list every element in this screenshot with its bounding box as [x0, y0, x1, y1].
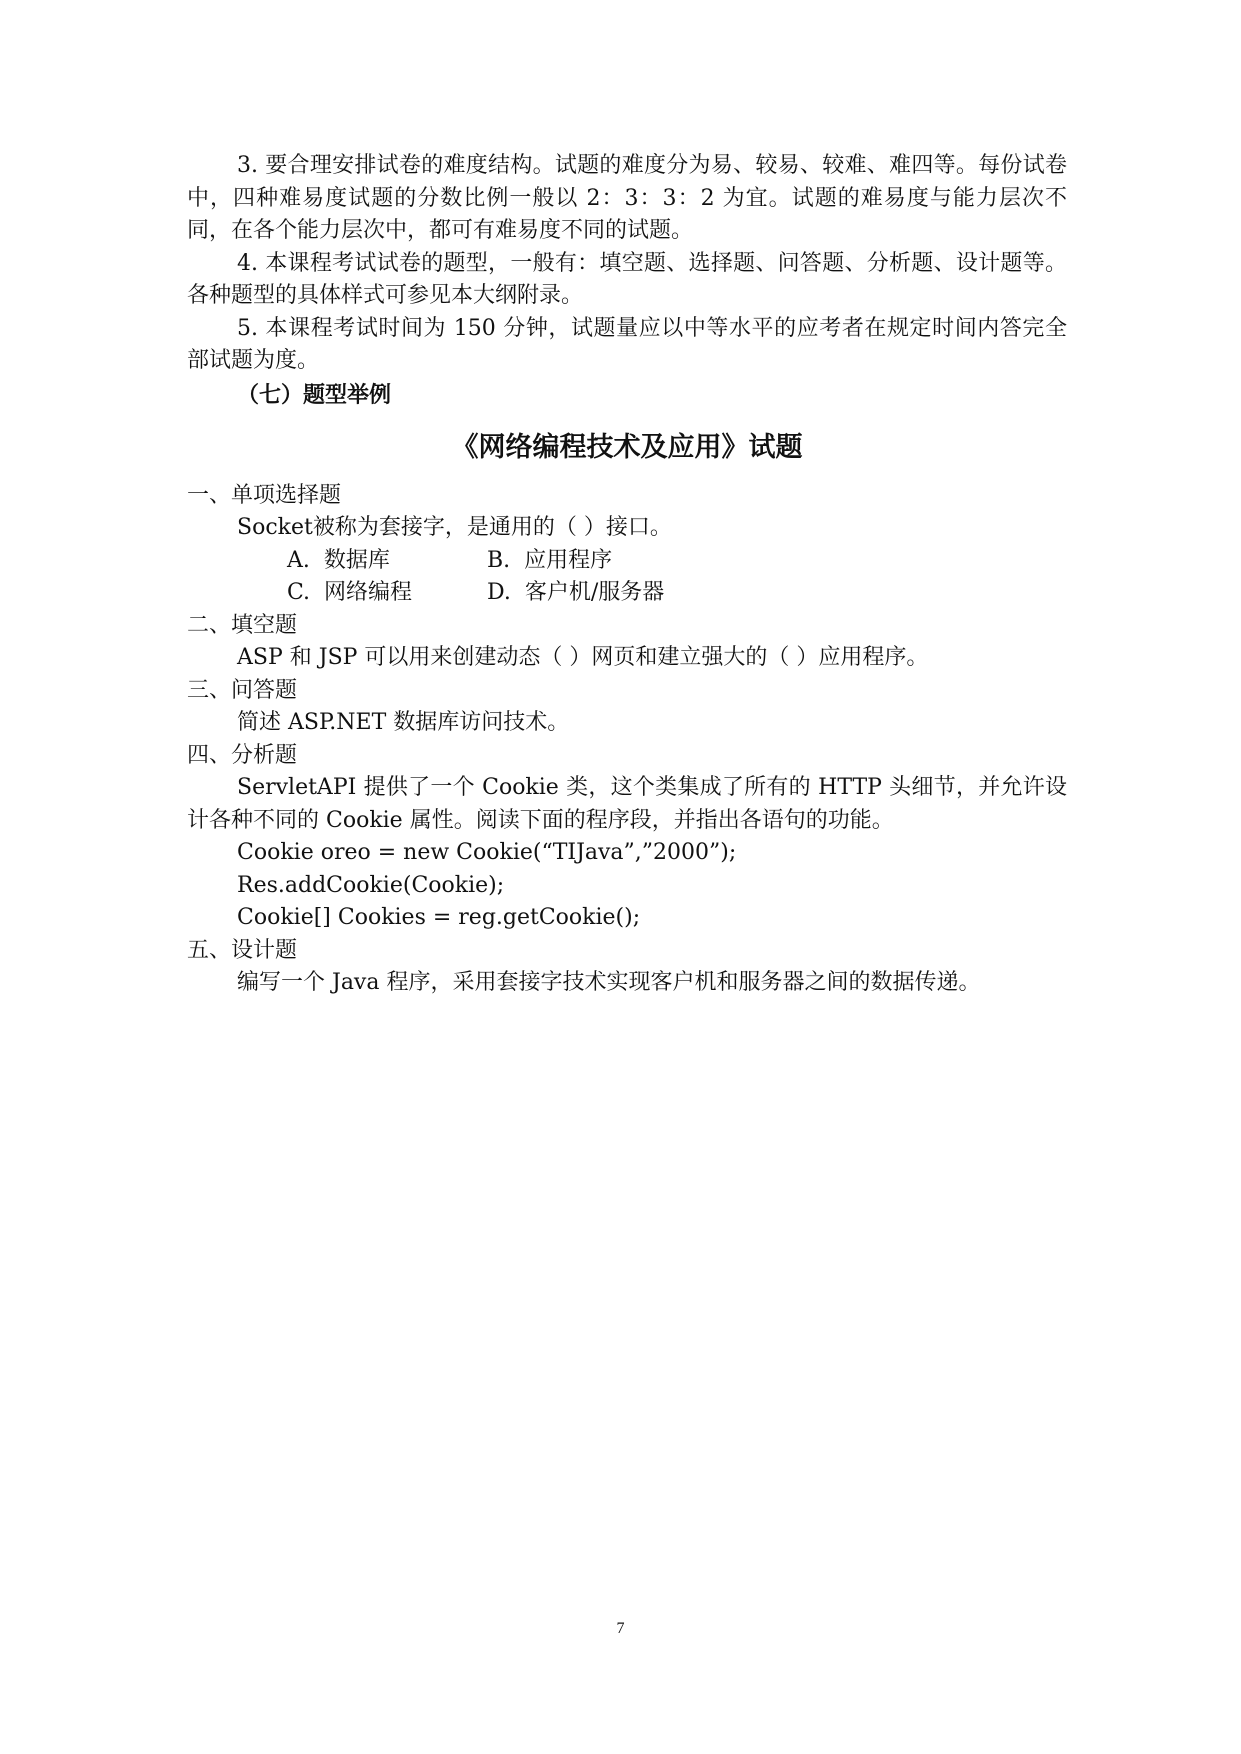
- page-number: 7: [616, 1620, 625, 1637]
- qa-question: 简述 ASP.NET 数据库访问技术。: [237, 710, 570, 735]
- choice-question: Socket被称为套接字，是通用的（ ）接口。: [237, 515, 672, 540]
- option-d: D. 客户机/服务器: [487, 580, 665, 605]
- section-heading-fill: 二、填空题: [187, 612, 298, 638]
- option-b: B. 应用程序: [487, 547, 613, 573]
- section-heading-choice: 一、单项选择题: [187, 482, 342, 508]
- subheading-examples: （七）题型举例: [237, 382, 392, 408]
- page-content: [187, 150, 1067, 1000]
- exam-title: 《网络编程技术及应用》试题: [451, 431, 803, 463]
- fill-question: ASP 和 JSP 可以用来创建动态（ ）网页和建立强大的（ ）应用程序。: [237, 645, 929, 670]
- section-heading-analysis: 四、分析题: [187, 742, 298, 768]
- choice-options: [187, 545, 1067, 610]
- paragraph-exam-time: 5. 本课程考试时间为 150 分钟，试题量应以中等水平的应考者在规定时间内答完全部试题为度。: [187, 315, 1067, 373]
- section-heading-qa: 三、问答题: [187, 677, 298, 703]
- code-line: Cookie[] Cookies = reg.getCookie();: [237, 905, 641, 930]
- option-row: [287, 577, 1067, 610]
- option-row: [287, 545, 1067, 578]
- code-line: Cookie oreo = new Cookie(“TIJava”,”2000”);: [237, 840, 737, 865]
- analysis-question: ServletAPI 提供了一个 Cookie 类，这个类集成了所有的 HTTP 头细节，并允许设计各种不同的 Cookie 属性。阅读下面的程序段，并指出各语句的功能。: [187, 775, 1067, 833]
- design-question: 编写一个 Java 程序，采用套接字技术实现客户机和服务器之间的数据传递。: [237, 970, 981, 995]
- paragraph-question-types: 4. 本课程考试试卷的题型，一般有：填空题、选择题、问答题、分析题、设计题等。各种题型的具体样式可参见本大纲附录。: [187, 250, 1067, 308]
- section-heading-design: 五、设计题: [187, 937, 298, 963]
- code-line: Res.addCookie(Cookie);: [237, 872, 505, 898]
- option-a: A. 数据库: [287, 547, 390, 573]
- paragraph-difficulty: 3. 要合理安排试卷的难度结构。试题的难度分为易、较易、较难、难四等。每份试卷中，四种难易度试题的分数比例一般以 2：3：3：2 为宜。试题的难易度与能力层次不同，在各个能力层次中，都可有难易度不同的试题。: [187, 153, 1067, 243]
- option-c: C. 网络编程: [287, 580, 413, 605]
